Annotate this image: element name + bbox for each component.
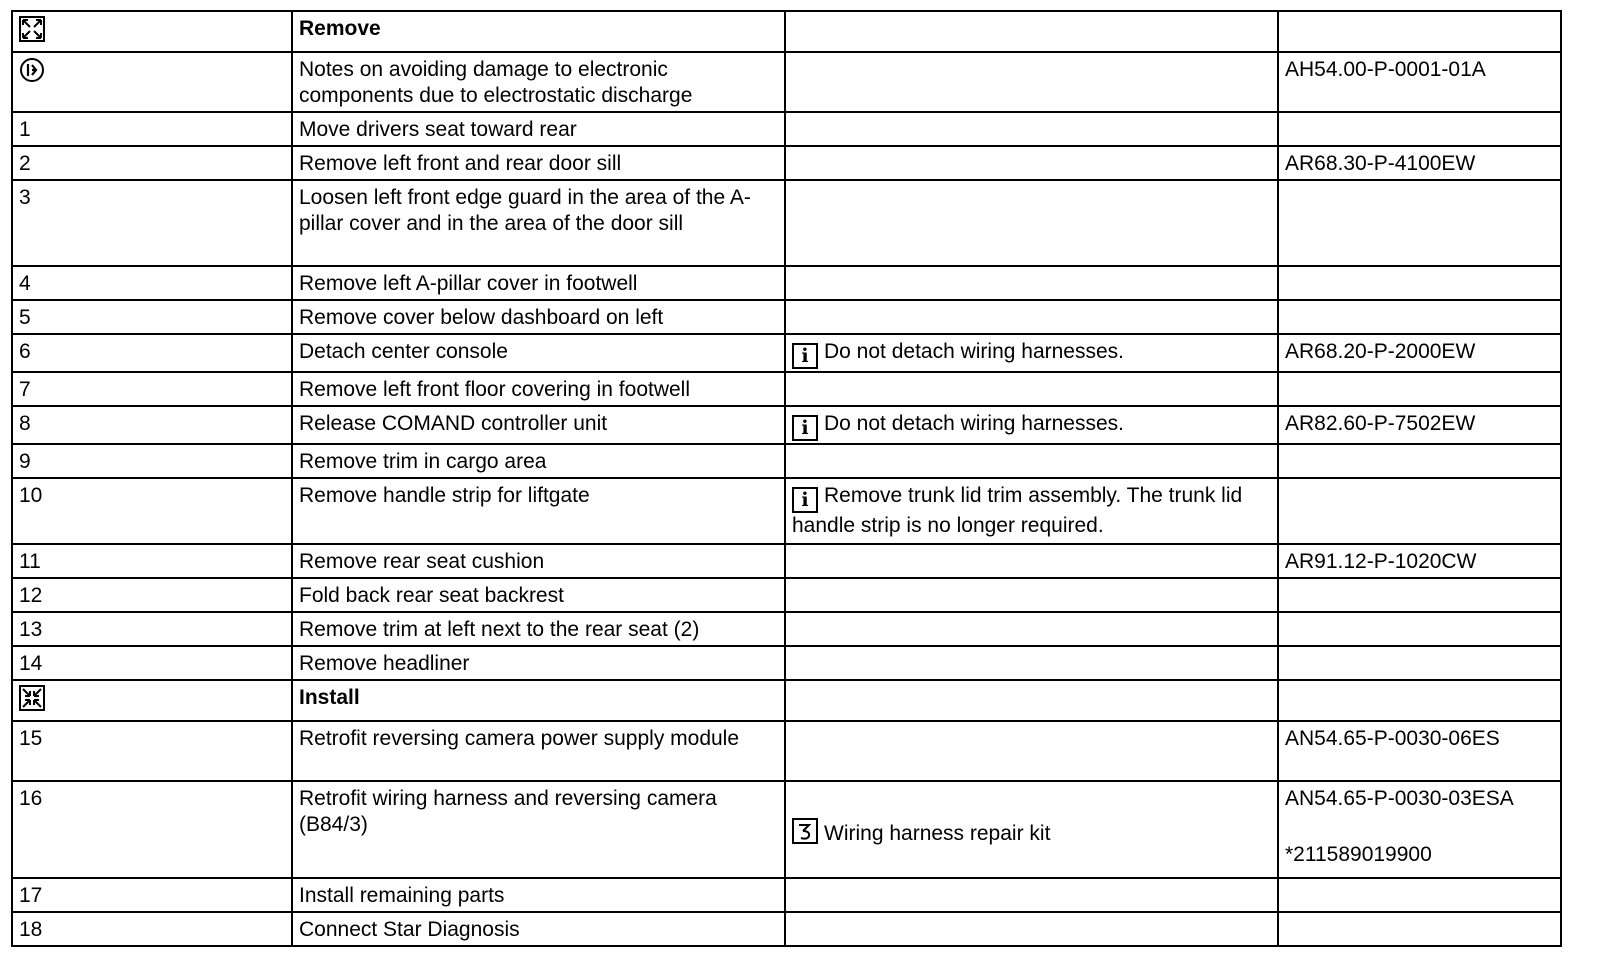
action-cell: Remove left A-pillar cover in footwell (292, 266, 785, 300)
note-cell (785, 578, 1278, 612)
action-cell: Remove handle strip for liftgate (292, 478, 785, 544)
ref-cell (1278, 912, 1561, 946)
procedure-table (11, 10, 1562, 947)
action-cell: Install (292, 680, 785, 721)
ref-cell (1278, 781, 1561, 878)
step-cell (12, 11, 292, 52)
ref-cell (1278, 180, 1561, 266)
note-cell (785, 300, 1278, 334)
action-cell: Release COMAND controller unit (292, 406, 785, 444)
table-row (12, 680, 1561, 721)
action-cell: Remove trim in cargo area (292, 444, 785, 478)
step-cell: 5 (12, 300, 292, 334)
ref-cell: AH54.00-P-0001-01A (1278, 52, 1561, 112)
table-row (12, 781, 1561, 878)
step-cell (12, 680, 292, 721)
step-cell: 7 (12, 372, 292, 406)
ref-cell (1278, 612, 1561, 646)
table-row (12, 112, 1561, 146)
step-cell: 6 (12, 334, 292, 372)
ref-cell (1278, 646, 1561, 680)
note-cell (785, 444, 1278, 478)
action-cell: Remove (292, 11, 785, 52)
info-icon: i (792, 487, 818, 513)
table-row (12, 300, 1561, 334)
info-icon: i (792, 343, 818, 369)
table-row (12, 912, 1561, 946)
step-cell: 3 (12, 180, 292, 266)
ref-cell (1278, 372, 1561, 406)
note-cell (785, 781, 1278, 878)
ref-cell (1278, 112, 1561, 146)
expand-icon (19, 16, 45, 49)
table-row (12, 444, 1561, 478)
action-cell: Detach center console (292, 334, 785, 372)
action-cell: Retrofit wiring harness and reversing camera (B84/3) (292, 781, 785, 878)
step-cell: 2 (12, 146, 292, 180)
ref-cell: AR82.60-P-7502EW (1278, 406, 1561, 444)
collapse-icon (19, 685, 45, 718)
note-cell (785, 180, 1278, 266)
esd-icon (19, 57, 45, 90)
step-cell: 18 (12, 912, 292, 946)
table-row (12, 334, 1561, 372)
action-cell: Fold back rear seat backrest (292, 578, 785, 612)
step-cell (12, 52, 292, 112)
action-cell: Retrofit reversing camera power supply module (292, 721, 785, 781)
note-text: Do not detach wiring harnesses. (824, 412, 1124, 435)
step-cell: 1 (12, 112, 292, 146)
note-cell (785, 912, 1278, 946)
ref-cell: AR68.30-P-4100EW (1278, 146, 1561, 180)
ref-cell (1278, 444, 1561, 478)
note-cell (785, 544, 1278, 578)
ref-cell (1278, 478, 1561, 544)
table-row (12, 721, 1561, 781)
note-cell (785, 266, 1278, 300)
kit-icon (792, 818, 818, 844)
note-cell (785, 334, 1278, 372)
table-row (12, 146, 1561, 180)
table-row (12, 266, 1561, 300)
action-cell: Remove rear seat cushion (292, 544, 785, 578)
table-row (12, 372, 1561, 406)
action-cell: Loosen left front edge guard in the area of the A-pillar cover and in the area of the door sill (292, 180, 785, 266)
note-cell (785, 146, 1278, 180)
note-cell (785, 112, 1278, 146)
ref-cell (1278, 878, 1561, 912)
ref-cell: AR68.20-P-2000EW (1278, 334, 1561, 372)
step-cell: 12 (12, 578, 292, 612)
ref-text: AN54.65-P-0030-03ESA (1285, 787, 1514, 810)
step-cell: 11 (12, 544, 292, 578)
note-line (792, 818, 1271, 847)
note-cell (785, 11, 1278, 52)
table-row (12, 180, 1561, 266)
action-cell: Remove headliner (292, 646, 785, 680)
action-cell: Remove left front floor covering in footwell (292, 372, 785, 406)
table-row (12, 478, 1561, 544)
action-cell: Remove left front and rear door sill (292, 146, 785, 180)
note-cell (785, 372, 1278, 406)
note-cell (785, 680, 1278, 721)
table-row (12, 544, 1561, 578)
step-cell: 16 (12, 781, 292, 878)
note-cell (785, 52, 1278, 112)
step-cell: 9 (12, 444, 292, 478)
action-cell: Remove trim at left next to the rear seat (2) (292, 612, 785, 646)
ref-cell: AR91.12-P-1020CW (1278, 544, 1561, 578)
ref-cell (1278, 680, 1561, 721)
table-row (12, 612, 1561, 646)
note-cell (785, 721, 1278, 781)
note-cell (785, 646, 1278, 680)
ref-cell (1278, 300, 1561, 334)
step-cell: 17 (12, 878, 292, 912)
action-cell: Notes on avoiding damage to electronic components due to electrostatic discharge (292, 52, 785, 112)
step-cell: 15 (12, 721, 292, 781)
ref-cell: AN54.65-P-0030-06ES (1278, 721, 1561, 781)
ref-cell (1278, 578, 1561, 612)
note-text: Wiring harness repair kit (824, 822, 1051, 845)
table-row (12, 406, 1561, 444)
note-text: Remove trunk lid trim assembly. The trunk lid handle strip is no longer required. (792, 484, 1243, 537)
step-cell: 8 (12, 406, 292, 444)
table-row (12, 578, 1561, 612)
part-number: *211589019900 (1285, 843, 1432, 866)
step-cell: 13 (12, 612, 292, 646)
action-cell: Install remaining parts (292, 878, 785, 912)
table-row (12, 52, 1561, 112)
step-cell: 14 (12, 646, 292, 680)
note-cell (785, 478, 1278, 544)
step-cell: 10 (12, 478, 292, 544)
action-cell: Connect Star Diagnosis (292, 912, 785, 946)
info-icon: i (792, 415, 818, 441)
table-row (12, 646, 1561, 680)
ref-cell (1278, 11, 1561, 52)
table-row (12, 11, 1561, 52)
table-row (12, 878, 1561, 912)
ref-cell (1278, 266, 1561, 300)
note-cell (785, 878, 1278, 912)
note-text: Do not detach wiring harnesses. (824, 340, 1124, 363)
note-cell (785, 406, 1278, 444)
step-cell: 4 (12, 266, 292, 300)
action-cell: Move drivers seat toward rear (292, 112, 785, 146)
action-cell: Remove cover below dashboard on left (292, 300, 785, 334)
note-cell (785, 612, 1278, 646)
